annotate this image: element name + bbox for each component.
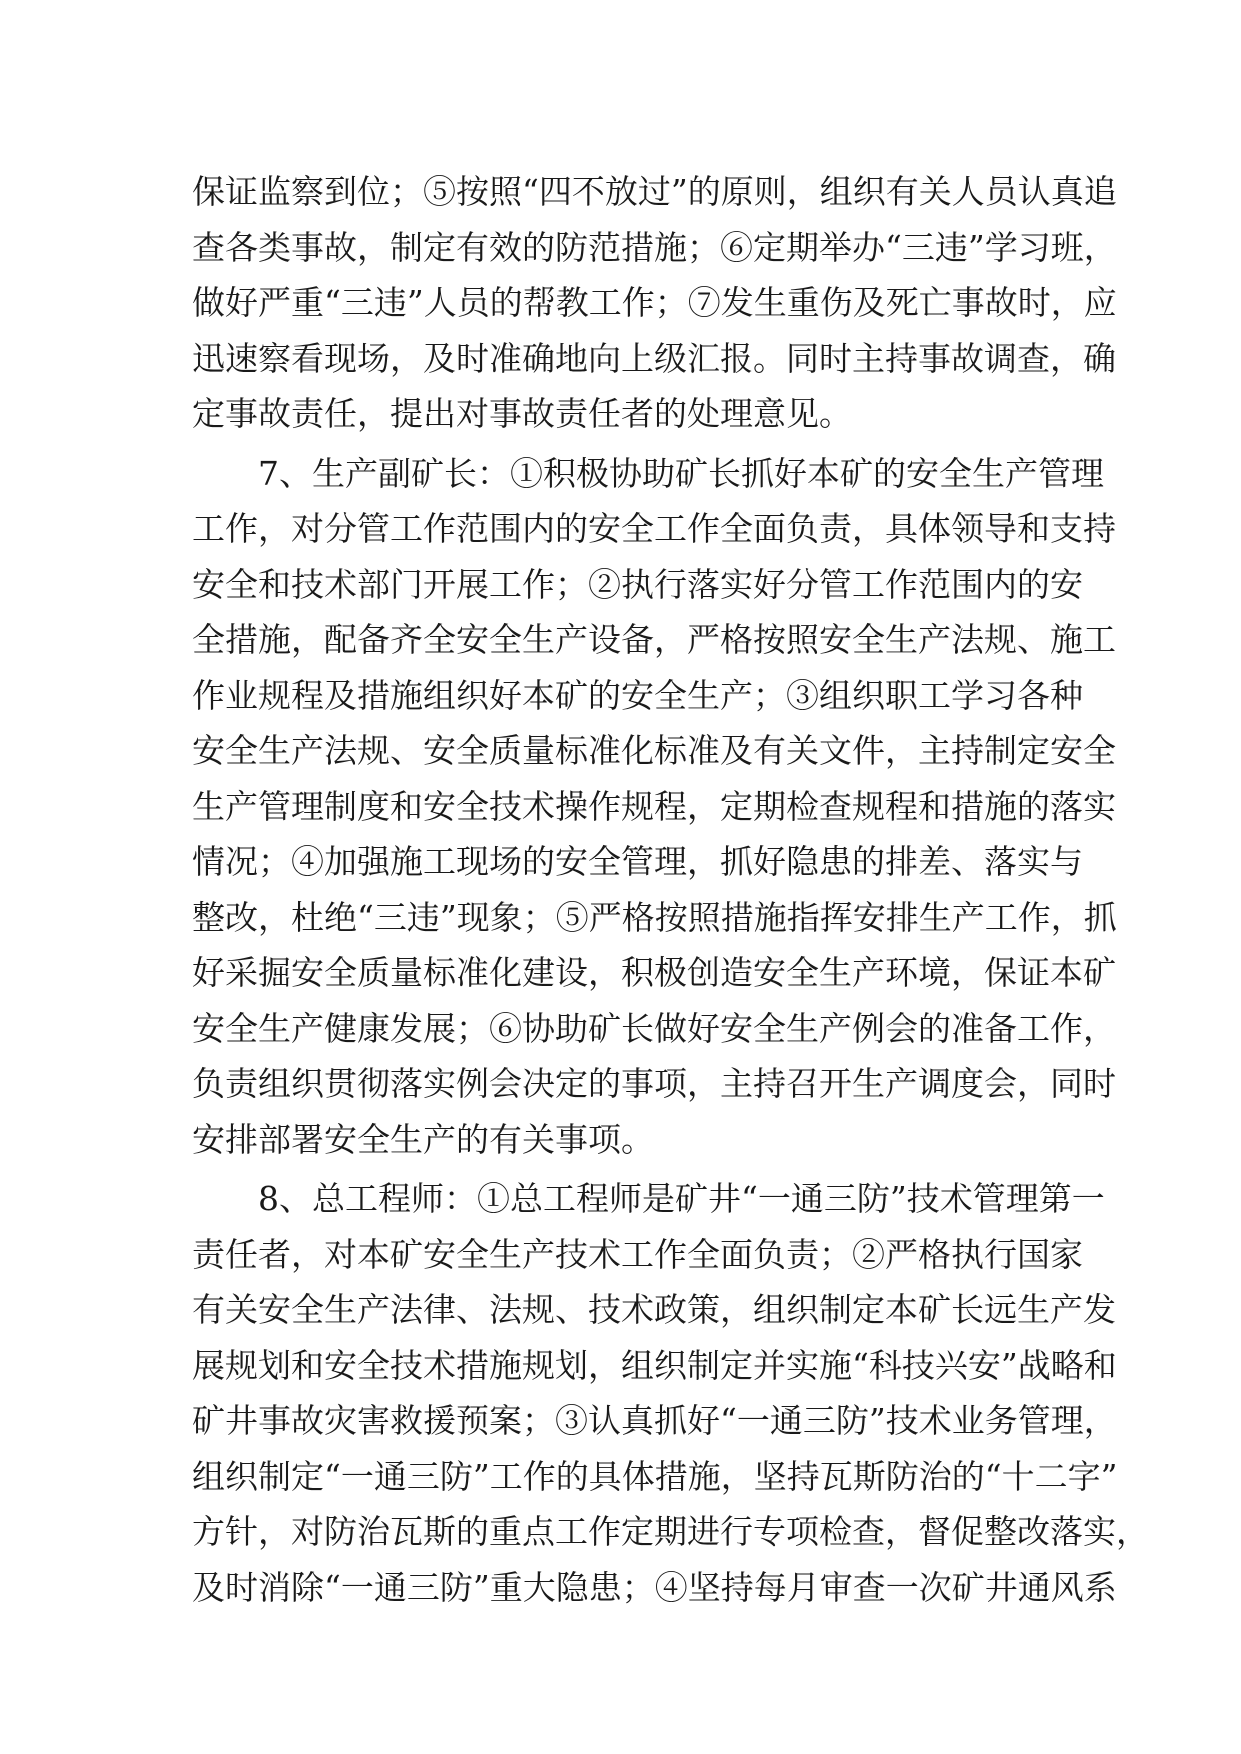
text-line: 好采掘安全质量标准化建设，积极创造安全生产环境，保证本矿 — [192, 953, 1116, 992]
text-line: 生产管理制度和安全技术操作规程，定期检查规程和措施的落实 — [192, 786, 1116, 826]
text-line: 安全生产健康发展；⑥协助矿长做好安全生产例会的准备工作， — [192, 1008, 1116, 1048]
paragraph-section-8 — [192, 1171, 1149, 1615]
text-line: 责任者，对本矿安全生产技术工作全面负责；②严格执行国家 — [192, 1234, 1083, 1274]
text-line: 矿井事故灾害救援预案；③认真抓好“一通三防”技术业务管理， — [192, 1401, 1117, 1440]
text-line: 有关安全生产法律、法规、技术政策，组织制定本矿长远生产发 — [192, 1290, 1116, 1329]
text-line: 查各类事故，制定有效的防范措施；⑥定期举办“三违”学习班， — [192, 227, 1117, 267]
text-line: 情况；④加强施工现场的安全管理，抓好隐患的排差、落实与 — [192, 842, 1083, 881]
text-line: 负责组织贯彻落实例会决定的事项，主持召开生产调度会，同时 — [192, 1064, 1116, 1103]
text-line: 8、总工程师：①总工程师是矿井“一通三防”技术管理第一 — [258, 1179, 1105, 1218]
text-line: 安排部署安全生产的有关事项。 — [192, 1119, 654, 1159]
paragraph-section-7 — [192, 446, 1117, 1168]
text-line: 做好严重“三违”人员的帮教工作；⑦发生重伤及死亡事故时，应 — [192, 283, 1117, 322]
text-line: 定事故责任，提出对事故责任者的处理意见。 — [192, 394, 852, 433]
text-line: 组织制定“一通三防”工作的具体措施，坚持瓦斯防治的“十二字” — [192, 1456, 1118, 1496]
text-line: 工作，对分管工作范围内的安全工作全面负责，具体领导和支持 — [192, 509, 1116, 548]
paragraph-continuation — [192, 164, 1117, 442]
text-line: 安全和技术部门开展工作；②执行落实好分管工作范围内的安 — [192, 564, 1083, 604]
text-line: 全措施，配备齐全安全生产设备，严格按照安全生产法规、施工 — [192, 620, 1116, 659]
text-line: 及时消除“一通三防”重大隐患；④坚持每月审查一次矿井通风系 — [192, 1567, 1117, 1607]
text-line: 7、生产副矿长：①积极协助矿长抓好本矿的安全生产管理 — [258, 453, 1104, 493]
text-line: 安全生产法规、安全质量标准化标准及有关文件，主持制定安全 — [192, 731, 1116, 770]
text-line: 展规划和安全技术措施规划，组织制定并实施“科技兴安”战略和 — [192, 1345, 1117, 1385]
text-line: 方针，对防治瓦斯的重点工作定期进行专项检查，督促整改落实， — [192, 1512, 1149, 1551]
text-line: 作业规程及措施组织好本矿的安全生产；③组织职工学习各种 — [192, 675, 1083, 715]
document-body — [192, 164, 1149, 1615]
text-line: 整改，杜绝“三违”现象；⑤严格按照措施指挥安排生产工作，抓 — [192, 897, 1117, 937]
text-line: 迅速察看现场，及时准确地向上级汇报。同时主持事故调查，确 — [192, 338, 1116, 378]
text-line: 保证监察到位；⑤按照“四不放过”的原则，组织有关人员认真追 — [192, 172, 1117, 211]
